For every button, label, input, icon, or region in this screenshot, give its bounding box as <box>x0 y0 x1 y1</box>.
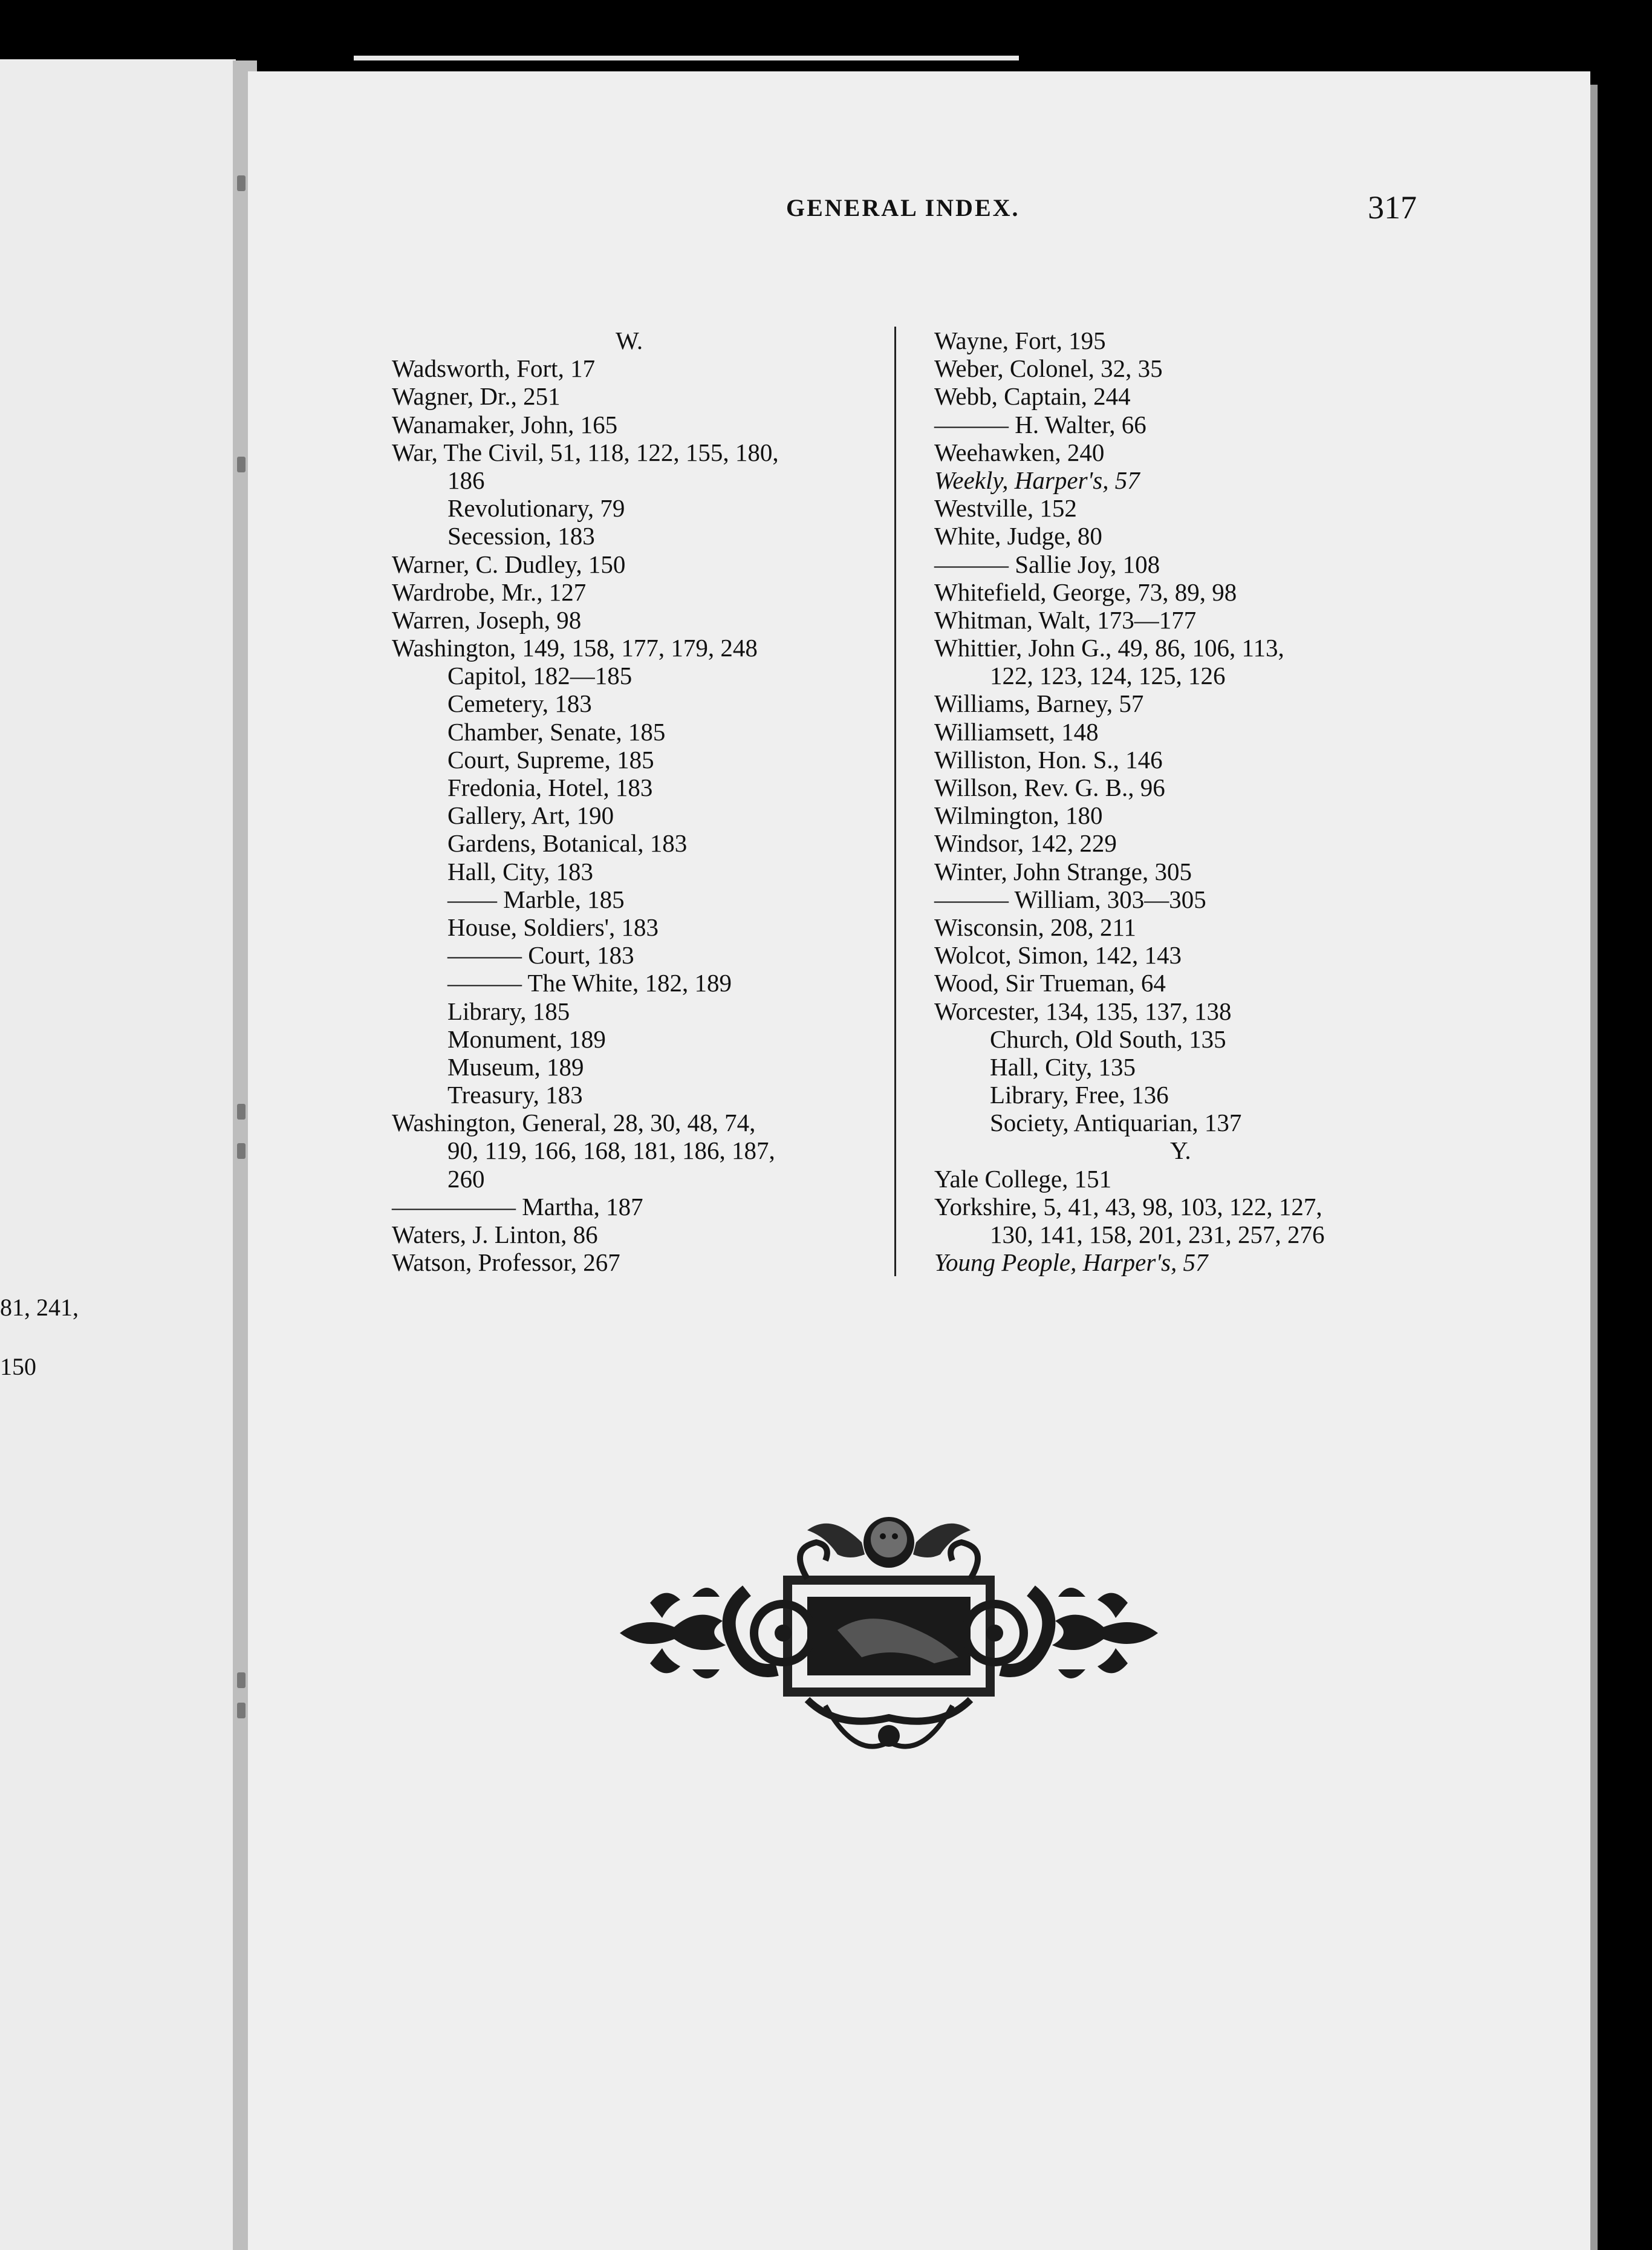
index-entry: Wisconsin, 208, 211 <box>934 913 1136 941</box>
column-divider <box>894 327 896 1276</box>
index-entry: Wolcot, Simon, 142, 143 <box>934 941 1182 970</box>
index-subentry: Secession, 183 <box>447 522 595 550</box>
index-entry: Warner, C. Dudley, 150 <box>392 550 626 578</box>
index-entry-continuation: 90, 119, 166, 168, 181, 186, 187, <box>447 1136 775 1165</box>
index-entry: War, The Civil, 51, 118, 122, 155, 180, <box>392 438 779 466</box>
index-subentry: ——— The White, 182, 189 <box>447 969 732 997</box>
index-entry: Wardrobe, Mr., 127 <box>392 578 587 606</box>
index-subentry: ——— Court, 183 <box>447 941 634 970</box>
index-entry-continuation: 260 <box>447 1164 485 1193</box>
index-entry: Yale College, 151 <box>934 1164 1112 1193</box>
index-entry: Warren, Joseph, 98 <box>392 605 582 634</box>
index-subentry: Gallery, Art, 190 <box>447 801 614 830</box>
index-entry: Watson, Professor, 267 <box>392 1248 620 1277</box>
section-letter: Y. <box>1170 1136 1191 1165</box>
facing-page <box>0 59 236 2250</box>
index-subentry: Chamber, Senate, 185 <box>447 717 666 746</box>
index-subentry: —— Marble, 185 <box>447 885 625 913</box>
index-entry: Washington, 149, 158, 177, 179, 248 <box>392 634 758 662</box>
index-subentry: Museum, 189 <box>447 1052 584 1081</box>
index-entry: Wadsworth, Fort, 17 <box>392 354 596 383</box>
binding-stitch <box>237 175 246 191</box>
binding-stitch <box>237 1143 246 1159</box>
index-subentry: Revolutionary, 79 <box>447 494 625 523</box>
index-entry: ————— Martha, 187 <box>392 1192 643 1221</box>
index-entry: ——— H. Walter, 66 <box>934 410 1146 439</box>
index-subentry: Fredonia, Hotel, 183 <box>447 774 653 801</box>
index-subentry: Hall, City, 183 <box>447 857 594 885</box>
index-entry: Whittier, John G., 49, 86, 106, 113, <box>934 634 1284 662</box>
index-entry: Williamsett, 148 <box>934 717 1099 746</box>
index-entry: Whitefield, George, 73, 89, 98 <box>934 578 1237 606</box>
index-subentry: Library, 185 <box>447 997 570 1025</box>
index-entry: Wayne, Fort, 195 <box>934 327 1106 354</box>
binding-stitch <box>237 457 246 472</box>
index-subentry: Hall, City, 135 <box>990 1052 1136 1081</box>
index-entry: White, Judge, 80 <box>934 522 1102 550</box>
index-entry-continuation: 186 <box>447 466 485 494</box>
index-column-left <box>392 327 779 1276</box>
index-entry: Weber, Colonel, 32, 35 <box>934 354 1163 383</box>
index-entry: Windsor, 142, 229 <box>934 829 1117 858</box>
index-subentry: House, Soldiers', 183 <box>447 913 659 941</box>
index-entry: Wood, Sir Trueman, 64 <box>934 969 1166 997</box>
index-subentry: Gardens, Botanical, 183 <box>447 829 688 858</box>
binding-stitch <box>237 1703 246 1718</box>
index-subentry: Capitol, 182—185 <box>447 662 633 690</box>
index-entry: Waters, J. Linton, 86 <box>392 1221 598 1248</box>
index-entry: Worcester, 134, 135, 137, 138 <box>934 997 1232 1025</box>
facing-page-fragment: 150 <box>0 1353 36 1380</box>
binding-stitch <box>237 1672 246 1688</box>
page-number: 317 <box>1368 189 1417 226</box>
index-subentry: Cemetery, 183 <box>447 690 592 718</box>
index-subentry: Church, Old South, 135 <box>990 1025 1226 1053</box>
page-top-strip <box>354 56 1019 60</box>
index-entry: Wanamaker, John, 165 <box>392 410 618 439</box>
page-edge <box>1590 85 1598 2250</box>
index-entry: Westville, 152 <box>934 494 1077 523</box>
index-entry: Weekly, Harper's, 57 <box>934 466 1140 494</box>
index-subentry: Library, Free, 136 <box>990 1081 1169 1109</box>
index-entry: Winter, John Strange, 305 <box>934 857 1192 885</box>
index-entry: Williams, Barney, 57 <box>934 690 1144 718</box>
index-column-right <box>934 327 1325 1276</box>
index-subentry: Monument, 189 <box>447 1025 606 1053</box>
index-entry: Young People, Harper's, 57 <box>934 1248 1208 1277</box>
index-entry: Whitman, Walt, 173—177 <box>934 605 1197 634</box>
index-entry: Wilmington, 180 <box>934 801 1103 830</box>
index-subentry: Society, Antiquarian, 137 <box>990 1109 1242 1137</box>
index-entry: Willson, Rev. G. B., 96 <box>934 774 1165 801</box>
binding-stitch <box>237 1104 246 1120</box>
index-entry-continuation: 122, 123, 124, 125, 126 <box>990 662 1226 690</box>
index-entry: Yorkshire, 5, 41, 43, 98, 103, 122, 127, <box>934 1192 1322 1221</box>
index-entry-continuation: 130, 141, 158, 201, 231, 257, 276 <box>990 1221 1325 1248</box>
index-entry: Weehawken, 240 <box>934 438 1105 466</box>
index-entry: Wagner, Dr., 251 <box>392 382 561 411</box>
index-entry: Webb, Captain, 244 <box>934 382 1131 411</box>
index-entry: Williston, Hon. S., 146 <box>934 745 1163 774</box>
running-head: GENERAL INDEX. <box>786 194 1020 221</box>
decorative-ornament <box>608 1476 1170 1766</box>
index-entry: Washington, General, 28, 30, 48, 74, <box>392 1109 756 1137</box>
facing-page-fragment: 81, 241, <box>0 1294 79 1321</box>
index-subentry: Treasury, 183 <box>447 1081 583 1109</box>
section-letter: W. <box>616 327 643 354</box>
index-entry: ——— Sallie Joy, 108 <box>934 550 1160 578</box>
index-entry: ——— William, 303—305 <box>934 885 1206 913</box>
index-subentry: Court, Supreme, 185 <box>447 745 654 774</box>
